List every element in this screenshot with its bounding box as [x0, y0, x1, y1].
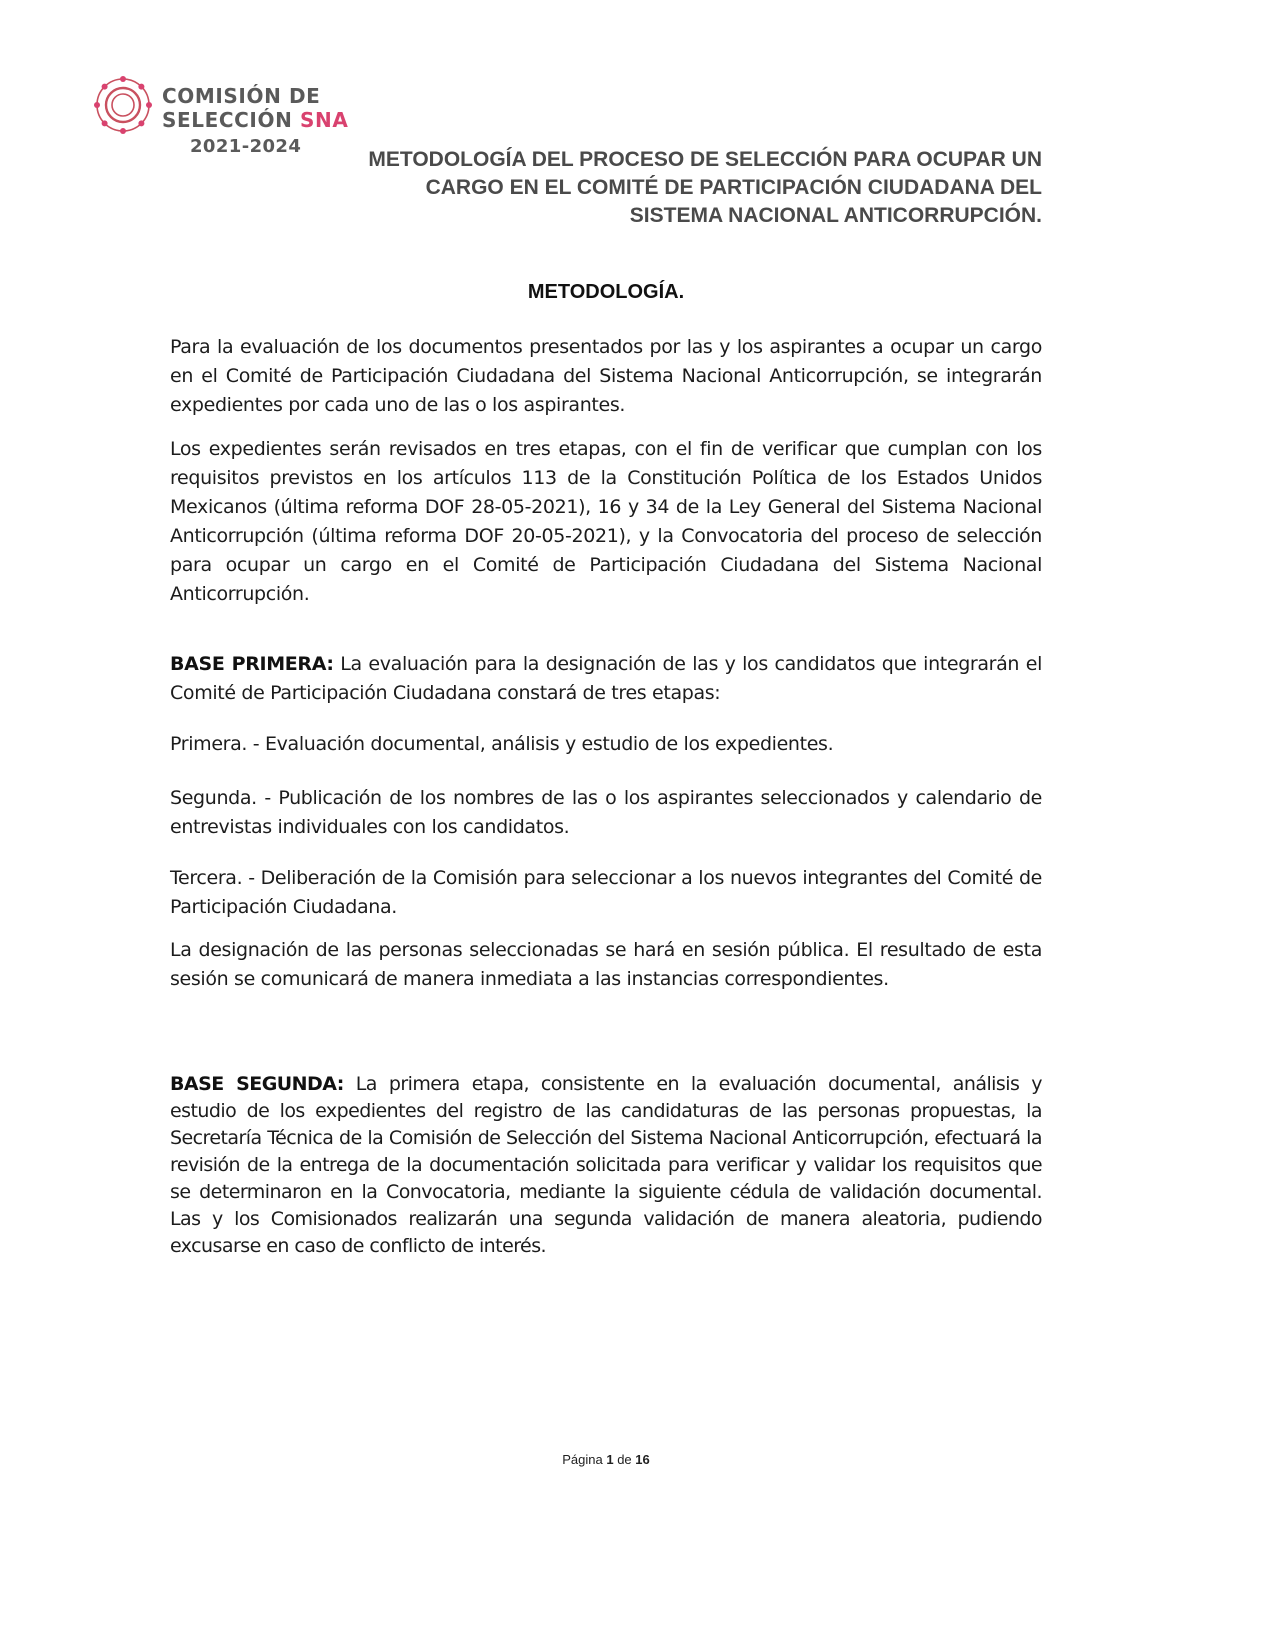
- logo-line-1: COMISIÓN DE: [162, 84, 321, 108]
- base-segunda-text: La primera etapa, consistente en la evaluación documental, análisis y estudio de los expedientes del registro de las candidaturas de las personas propuestas, la Secretaría Técnica de la Comisión de Selección del Sistema Nacional Anticorrupción, efectuará la revisión de la entrega de la documentación solicitada para verificar y validar los requisitos que se determinaron en la Convocatoria, mediante la siguiente cédula de validación documental. Las y los Comisionados realizarán una segunda validación de manera aleatoria, pudiendo excusarse en caso de conflicto de interés.: [170, 1073, 1042, 1257]
- paragraph-stage-segunda: Segunda. - Publicación de los nombres de las o los aspirantes seleccionados y calendario de entrevistas individuales con los candidatos.: [170, 787, 1042, 838]
- footer-page-number: 1: [606, 1452, 614, 1467]
- logo-line-2: [162, 108, 348, 132]
- title-line-2: CARGO EN EL COMITÉ DE PARTICIPACIÓN CIUDADANA DEL: [425, 176, 1042, 199]
- paragraph-stage-primera: Primera. - Evaluación documental, análisis y estudio de los expedientes.: [170, 733, 834, 755]
- logo-line-2-prefix: SELECCIÓN: [162, 108, 300, 132]
- paragraph-base-segunda: [170, 1071, 1042, 1260]
- paragraph-stage-tercera: Tercera. - Deliberación de la Comisión para seleccionar a los nuevos integrantes del Comité de Participación Ciudadana.: [170, 867, 1042, 918]
- title-line-1: METODOLOGÍA DEL PROCESO DE SELECCIÓN PARA OCUPAR UN: [368, 148, 1042, 171]
- page-footer: [0, 1452, 1212, 1467]
- logo-sna-accent: SNA: [299, 108, 349, 132]
- base-primera-label: BASE PRIMERA:: [170, 653, 334, 675]
- title-line-3: SISTEMA NACIONAL ANTICORRUPCIÓN.: [629, 204, 1042, 227]
- logo-wordmark: [162, 84, 348, 132]
- document-title: [300, 146, 1042, 230]
- base-segunda-label: BASE SEGUNDA:: [170, 1073, 344, 1095]
- paragraph-review: Los expedientes serán revisados en tres etapas, con el fin de verificar que cumplan con los requisitos previstos en los artículos 113 de la Constitución Política de los Estados Unidos Mexicanos (última reforma DOF 28-05-2021), 16 y 34 de la Ley General del Sistema Nacional Anticorrupción (última reforma DOF 20-05-2021), y la Convocatoria del proceso de selección para ocupar un cargo en el Comité de Participación Ciudadana del Sistema Nacional Anticorrupción.: [170, 438, 1042, 605]
- footer-page-label: Página: [562, 1452, 607, 1467]
- logo-ring-icon: [92, 72, 154, 138]
- footer-total-pages: 16: [635, 1452, 650, 1467]
- section-heading: METODOLOGÍA.: [527, 281, 685, 303]
- base-primera-text: La evaluación para la designación de las y los candidatos que integrarán el Comité de Participación Ciudadana constará de tres etapas:: [170, 653, 1043, 704]
- paragraph-base-primera: [170, 650, 1042, 708]
- logo-years: 2021-2024: [190, 136, 302, 157]
- footer-of-label: de: [613, 1452, 636, 1467]
- paragraph-intro: Para la evaluación de los documentos presentados por las y los aspirantes a ocupar un cargo en el Comité de Participación Ciudadana del Sistema Nacional Anticorrupción, se integrarán expedientes por cada uno de las o los aspirantes.: [170, 336, 1042, 416]
- paragraph-designacion: La designación de las personas seleccionadas se hará en sesión pública. El resultado de esta sesión se comunicará de manera inmediata a las instancias correspondientes.: [170, 939, 1042, 990]
